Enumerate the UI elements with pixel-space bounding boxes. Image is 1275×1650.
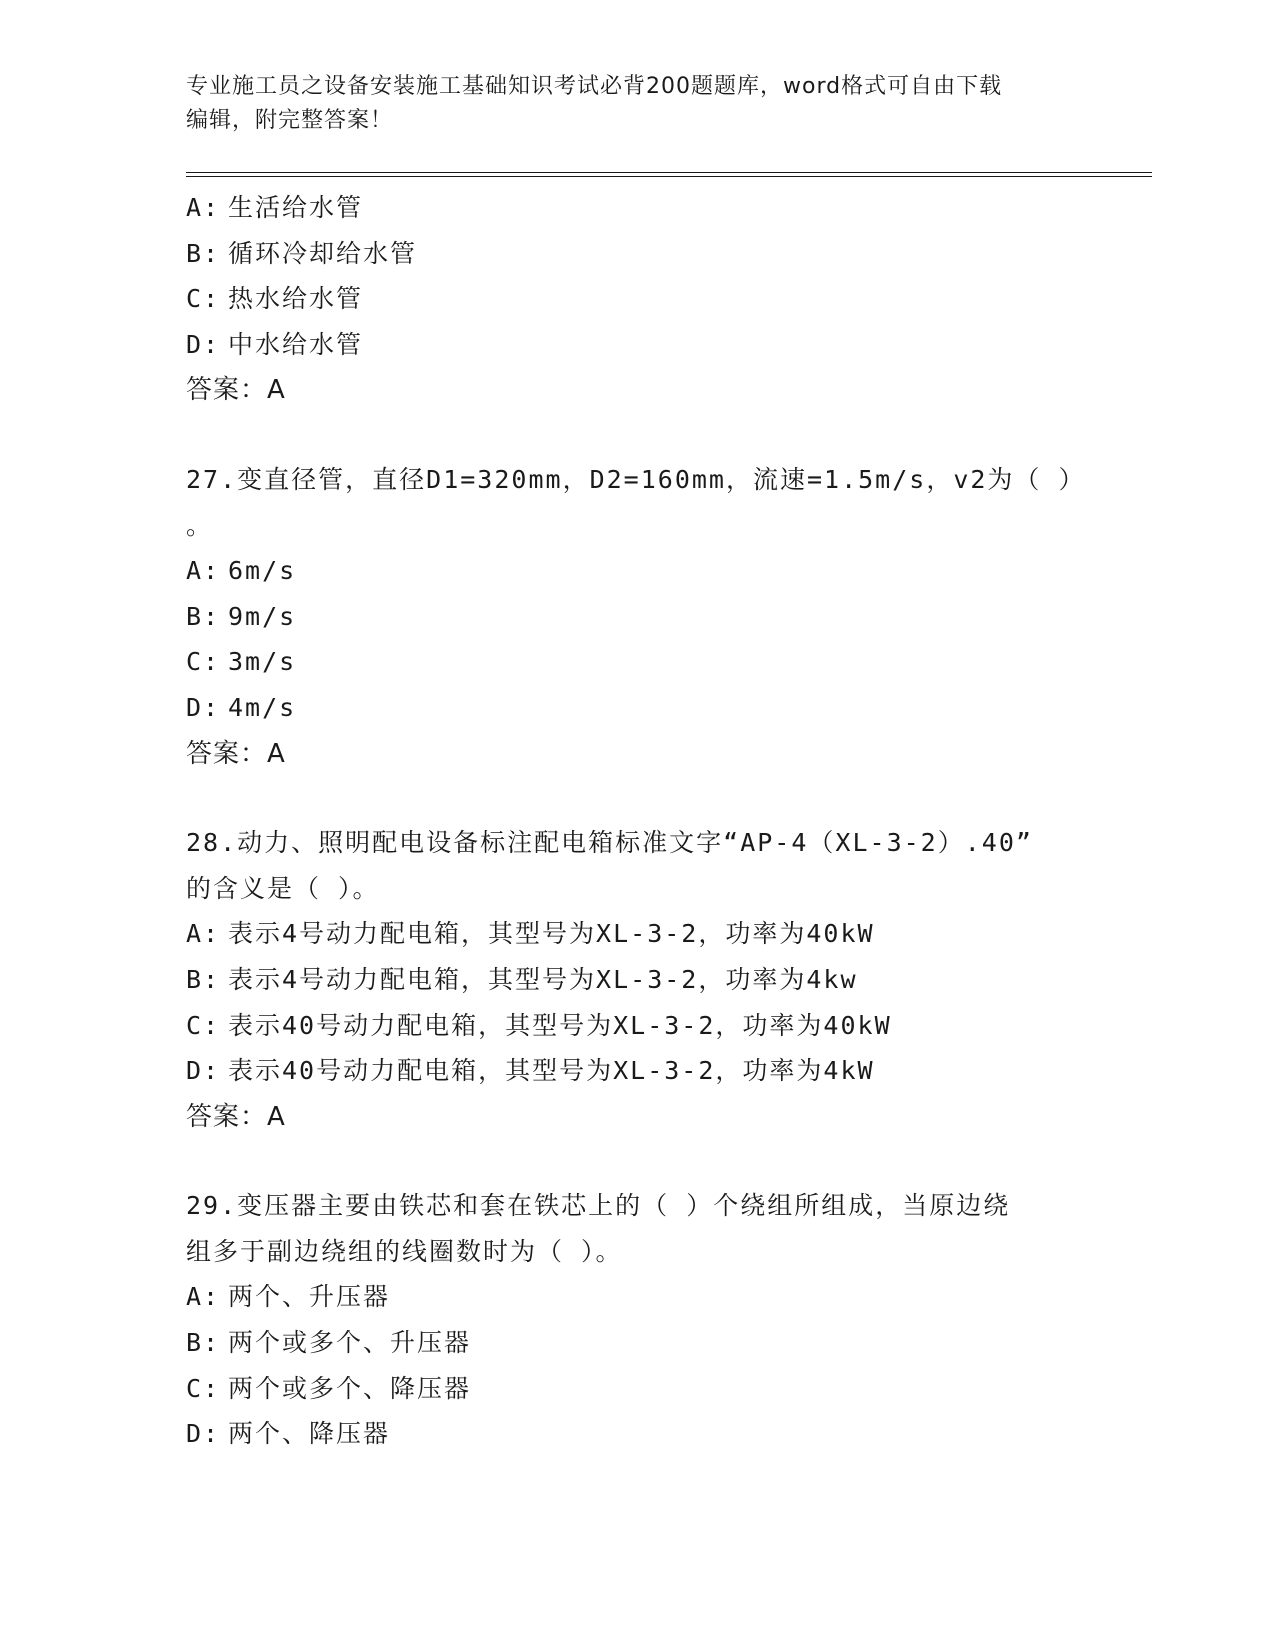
question-stem-line-2: 的含义是（ ）。 — [186, 873, 380, 903]
option-d: D: 两个、降压器 — [186, 1419, 391, 1449]
option-text: 4m/s — [228, 692, 297, 722]
option-text: 6m/s — [228, 556, 297, 586]
option-d: D: 中水给水管 — [186, 329, 364, 359]
option-text: 生活给水管 — [228, 193, 364, 222]
answer: 答案：A — [186, 1101, 286, 1132]
option-a: A: 生活给水管 — [186, 193, 364, 222]
question-stem-line-1: 29.变压器主要由铁芯和套在铁芯上的（ ）个绕组所组成，当原边绕 — [186, 1191, 1011, 1221]
option-c: C: 热水给水管 — [186, 284, 364, 314]
option-d: D: 表示40号动力配电箱，其型号为XL-3-2，功率为4kW — [186, 1056, 875, 1086]
option-a: A: 6m/s — [186, 556, 297, 586]
option-c: C: 3m/s — [186, 647, 297, 677]
option-text: 两个、降压器 — [228, 1419, 391, 1449]
option-a: A: 表示4号动力配电箱，其型号为XL-3-2，功率为40kW — [186, 919, 875, 949]
question-stem-line-2: 组多于副边绕组的线圈数时为（ ）。 — [186, 1236, 623, 1266]
option-text: 两个、升压器 — [228, 1282, 391, 1312]
option-text: 循环冷却给水管 — [228, 238, 418, 268]
question-stem-line-1: 28.动力、照明配电设备标注配电箱标准文字“AP-4（XL-3-2）.40” — [186, 828, 1033, 858]
option-text: 中水给水管 — [228, 329, 364, 359]
question-block-28 — [186, 821, 1086, 1140]
question-block-26 — [186, 186, 1086, 414]
header-line-1: 专业施工员之设备安装施工基础知识考试必背200题题库，word格式可自由下载 — [186, 74, 1003, 99]
option-text: 两个或多个、降压器 — [228, 1373, 472, 1403]
question-stem-line-2: 。 — [186, 510, 214, 540]
option-text: 表示4号动力配电箱，其型号为XL-3-2，功率为40kW — [228, 919, 875, 949]
option-text: 热水给水管 — [228, 284, 364, 314]
option-text: 两个或多个、升压器 — [228, 1328, 472, 1358]
answer: 答案：A — [186, 375, 286, 406]
option-a: A: 两个、升压器 — [186, 1282, 391, 1312]
header-divider-bottom — [186, 176, 1152, 177]
option-d: D: 4m/s — [186, 692, 297, 722]
option-c: C: 两个或多个、降压器 — [186, 1373, 472, 1403]
option-c: C: 表示40号动力配电箱，其型号为XL-3-2，功率为40kW — [186, 1010, 892, 1040]
option-text: 表示40号动力配电箱，其型号为XL-3-2，功率为4kW — [228, 1056, 875, 1086]
question-block-29 — [186, 1184, 1086, 1458]
option-b: B: 循环冷却给水管 — [186, 238, 418, 268]
option-text: 9m/s — [228, 601, 297, 631]
option-b: B: 两个或多个、升压器 — [186, 1328, 472, 1358]
option-b: B: 表示4号动力配电箱，其型号为XL-3-2，功率为4kw — [186, 964, 858, 994]
header-divider-top — [186, 172, 1152, 173]
option-text: 3m/s — [228, 647, 297, 677]
question-stem-line-1: 27.变直径管，直径D1=320mm，D2=160mm，流速=1.5m/s，v2为（ ） — [186, 464, 1086, 494]
answer: 答案：A — [186, 738, 286, 769]
question-block-27 — [186, 458, 1086, 777]
option-text: 表示40号动力配电箱，其型号为XL-3-2，功率为40kW — [228, 1010, 892, 1040]
option-b: B: 9m/s — [186, 601, 297, 631]
header-line-2: 编辑，附完整答案！ — [186, 108, 394, 133]
document-header — [186, 70, 1086, 138]
option-text: 表示4号动力配电箱，其型号为XL-3-2，功率为4kw — [228, 964, 858, 994]
question-list — [186, 186, 1086, 1458]
